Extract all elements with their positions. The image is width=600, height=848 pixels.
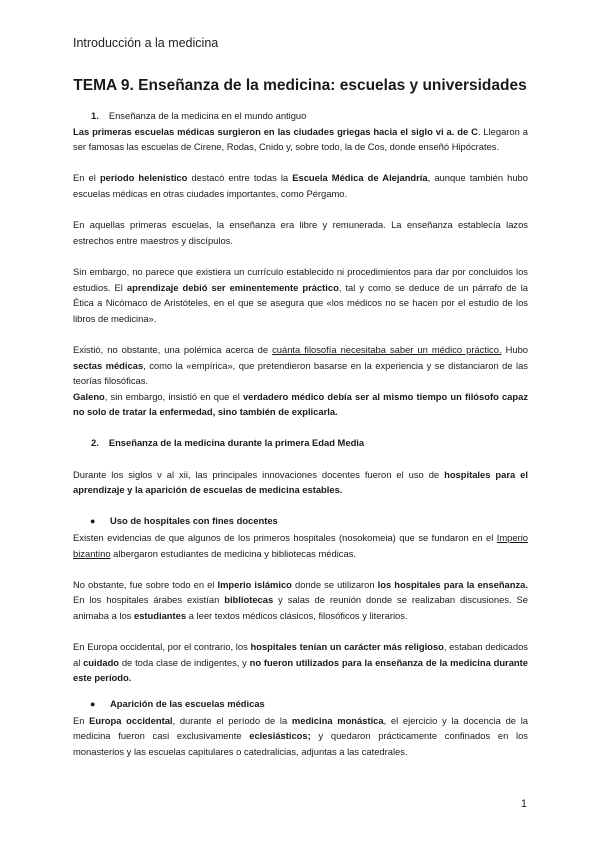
document-body	[73, 108, 528, 759]
page-title: TEMA 9. Enseñanza de la medicina: escuelas y universidades	[73, 77, 527, 94]
s1-paragraph-6: Galeno, sin embargo, insistió en que el verdadero médico debía ser al mismo tiempo un filósofo capaz no solo de tratar la enfermedad, sino también de explicarla.	[73, 390, 529, 418]
s1-paragraph-1: Las primeras escuelas médicas surgieron en las ciudades griegas hacia el siglo vi a. de C. Llegaron a ser famosas las escuelas de Cirene, Rodas, Cnido y, sobre todo, la de Cos, donde enseñó Hipócrates.	[73, 125, 528, 153]
bullet-hospitals-heading: ● Uso de hospitales con fines docentes	[73, 513, 528, 530]
bullet-schools-heading: ● Aparición de las escuelas médicas	[73, 696, 528, 713]
section-2-heading	[73, 435, 528, 451]
section-1-heading	[73, 108, 528, 124]
section-1-title: Enseñanza de la medicina en el mundo antiguo	[108, 110, 307, 121]
b2-paragraph-1: En Europa occidental, durante el período de la medicina monástica, el ejercicio y la docencia de la medicina fueron casi exclusivamente eclesiásticos; y quedaron prácticamente confinados en los monasterios y las escuelas capitulares o catedralicias, adjuntas a las catedrales.	[73, 714, 528, 757]
page-header: Introducción a la medicina	[73, 36, 219, 50]
s2-paragraph-1: Durante los siglos v al xii, las principales innovaciones docentes fueron el uso de hospitales para el aprendizaje y la aparición de escuelas de medicina estables.	[73, 468, 528, 496]
page-number: 1	[520, 798, 527, 810]
s1-paragraph-4: Sin embargo, no parece que existiera un currículo establecido ni procedimientos para dar por concluidos los estudios. El aprendizaje debió ser eminentemente práctico, tal y como se deduce de un párrafo de la Ética a Nicómaco de Aristóteles, en el que se asegura que «los médicos no se hacen por el estudio de los libros de medicina».	[73, 265, 528, 324]
s1-paragraph-5: Existió, no obstante, una polémica acerca de cuánta filosofía necesitaba saber un médico práctico. Hubo sectas médicas, como la «empírica», que pretendieron basarse en la experiencia y se distanciaron de las teorías filosóficas.	[73, 343, 528, 387]
bullet-dot-icon: ●	[90, 698, 96, 709]
s1-paragraph-2: En el período helenístico destacó entre todas la Escuela Médica de Alejandría, aunque también hubo escuelas médicas en otras ciudades importantes, como Pérgamo.	[73, 172, 528, 199]
section-2-title: Enseñanza de la medicina durante la primera Edad Media	[108, 437, 365, 449]
section-1-number: 1.	[91, 110, 99, 121]
section-2-number: 2.	[91, 437, 99, 449]
b1-paragraph-1: Existen evidencias de que algunos de los primeros hospitales (nosokomeia) que se fundaron en el Imperio bizantino albergaron estudiantes de medicina y bibliotecas médicas.	[73, 532, 528, 559]
b1-paragraph-2: No obstante, fue sobre todo en el Imperio islámico donde se utilizaron los hospitales para la enseñanza. En los hospitales árabes existían bibliotecas y salas de reunión donde se realizaban discusiones. Se animaba a los estudiantes a leer textos médicos clásicos, filosóficos y literarios.	[73, 578, 529, 621]
b1-paragraph-3: En Europa occidental, por el contrario, los hospitales tenían un carácter más religioso, estaban dedicados al cuidado de toda clase de indigentes, y no fueron utilizados para la enseñanza de la medicina durante este período.	[73, 641, 528, 684]
bullet-dot-icon: ●	[90, 516, 96, 527]
s1-paragraph-3: En aquellas primeras escuelas, la enseñanza era libre y remunerada. La enseñanza establecía lazos estrechos entre maestros y discípulos.	[73, 219, 528, 246]
